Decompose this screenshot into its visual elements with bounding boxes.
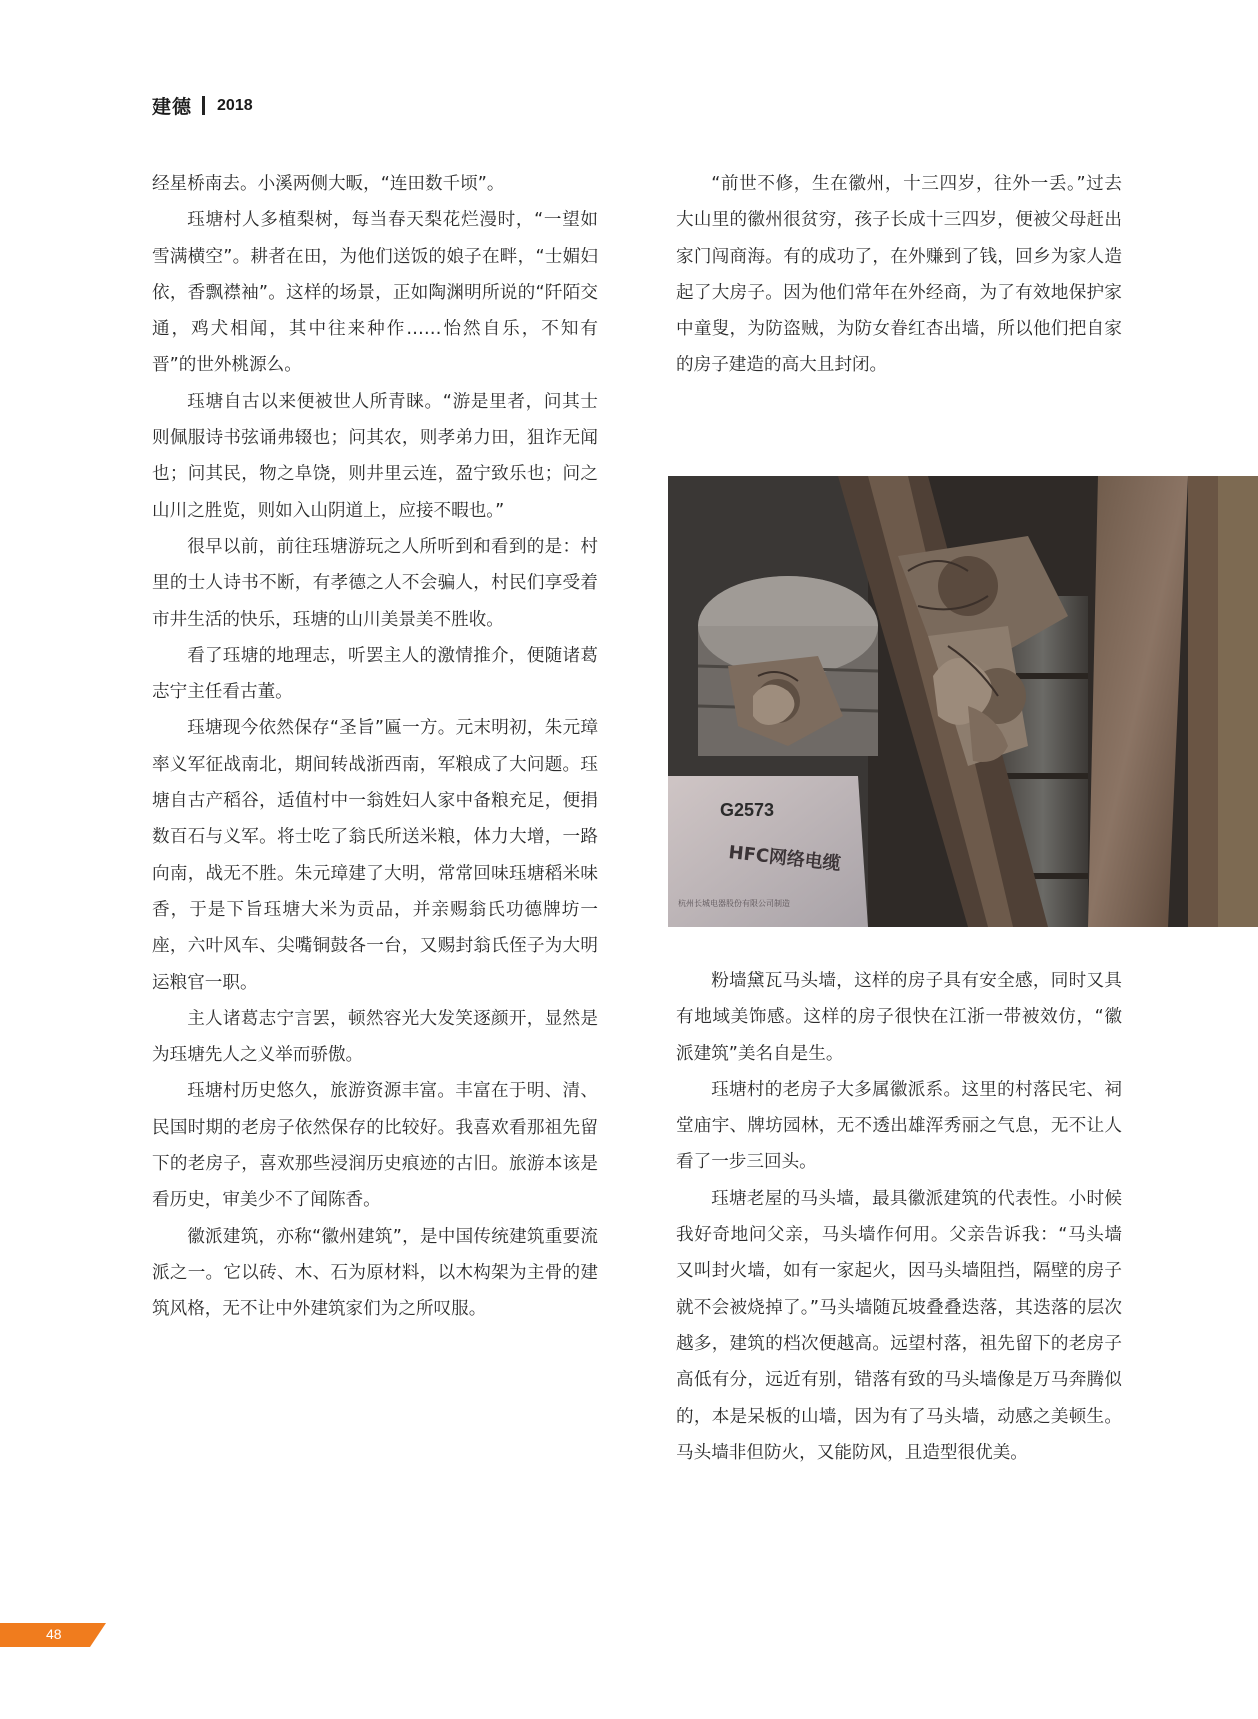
sign-text: HFC网络电缆 (727, 842, 842, 875)
paragraph: 主人诸葛志宁言罢，顿然容光大发笑逐颜开，显然是为珏塘先人之义举而骄傲。 (152, 1008, 598, 1066)
paragraph: 珏塘自古以来便被世人所青睐。“游是里者，问其士则佩服诗书弦诵弗辍也；问其农，则孝弟力田，狙诈无闻也；问其民，物之阜饶，则井里云连，盈宁致乐也；问之山川之胜览，则如入山阴道上，应接不暇也。” (152, 391, 598, 521)
sign-code: G2573 (720, 800, 775, 820)
paragraph: 珏塘现今依然保存“圣旨”匾一方。元末明初，朱元璋率义军征战南北，期间转战浙西南，军粮成了大问题。珏塘自古产稻谷，适值村中一翁姓妇人家中备粮充足，便捐数百石与义军。将士吃了翁氏所送米粮，体力大增，一路向南，战无不胜。朱元璋建了大明，常常回味珏塘稻米味香，于是下旨珏塘大米为贡品，并亲赐翁氏功德牌坊一座，六叶风车、尖嘴铜鼓各一台，又赐封翁氏侄子为大明运粮官一职。 (152, 718, 598, 993)
paragraph: 徽派建筑，亦称“徽州建筑”，是中国传统建筑重要流派之一。它以砖、木、石为原材料，以木构架为主骨的建筑风格，无不让中外建筑家们为之所叹服。 (152, 1226, 598, 1320)
paragraph: 粉墙黛瓦马头墙，这样的房子具有安全感，同时又具有地域美饰感。这样的房子很快在江浙一带被效仿，“徽派建筑”美名自是生。 (676, 971, 1122, 1064)
paragraph: 珏塘村历史悠久，旅游资源丰富。丰富在于明、清、民国时期的老房子依然保存的比较好。我喜欢看那祖先留下的老房子，喜欢那些浸润历史痕迹的古旧。旅游本该是看历史，审美少不了闻陈香。 (152, 1081, 598, 1211)
paragraph: 珏塘老屋的马头墙，最具徽派建筑的代表性。小时候我好奇地问父亲，马头墙作何用。父亲告诉我：“马头墙又叫封火墙，如有一家起火，因马头墙阻挡，隔壁的房子就不会被烧掉了。”马头墙随瓦坡叠叠迭落，其迭落的层次越多，建筑的档次便越高。远望村落，祖先留下的老房子高低有分，远近有别，错落有致的马头墙像是万马奔腾似的，本是呆板的山墙，因为有了马头墙，动感之美顿生。马头墙非但防火，又能防风，且造型很优美。 (676, 1188, 1122, 1463)
running-header (152, 92, 253, 119)
right-column-bottom (676, 963, 1122, 1471)
paragraph: “前世不修，生在徽州，十三四岁，往外一丢。”过去大山里的徽州很贫穷，孩子长成十三四岁，便被父母赶出家门闯商海。有的成功了，在外赚到了钱，回乡为家人造起了大房子。因为他们常年在外经商，为了有效地保护家中童叟，为防盗贼，为防女眷红杏出墙，所以他们把自家的房子建造的高大且封闭。 (676, 174, 1122, 376)
carved-bracket-photo (668, 476, 1258, 927)
left-column (152, 166, 598, 1328)
issue-year: 2018 (217, 96, 253, 114)
paragraph: 珏塘村人多植梨树，每当春天梨花烂漫时，“一望如雪满横空”。耕者在田，为他们送饭的娘子在畔，“士媚妇依，香飘襟袖”。这样的场景，正如陶渊明所说的“阡陌交通，鸡犬相闻，其中往来种作……怡然自乐，不知有晋”的世外桃源么。 (152, 210, 598, 376)
page-number: 48 (46, 1626, 62, 1642)
paragraph: 看了珏塘的地理志，听罢主人的激情推介，便随诸葛志宁主任看古董。 (152, 645, 598, 703)
paragraph: 经星桥南去。小溪两侧大畈，“连田数千顷”。 (152, 174, 505, 194)
paragraph: 很早以前，前往珏塘游玩之人所听到和看到的是：村里的士人诗书不断，有孝德之人不会骗人，村民们享受着市井生活的快乐，珏塘的山川美景美不胜收。 (152, 536, 598, 630)
sign-small-text: 杭州长城电器股份有限公司制造 (678, 899, 790, 908)
magazine-title: 建德 (152, 97, 193, 118)
header-divider (202, 96, 205, 115)
right-column-top (676, 166, 1122, 384)
paragraph: 珏塘村的老房子大多属徽派系。这里的村落民宅、祠堂庙宇、牌坊园林，无不透出雄浑秀丽之气息，无不让人看了一步三回头。 (676, 1079, 1122, 1173)
